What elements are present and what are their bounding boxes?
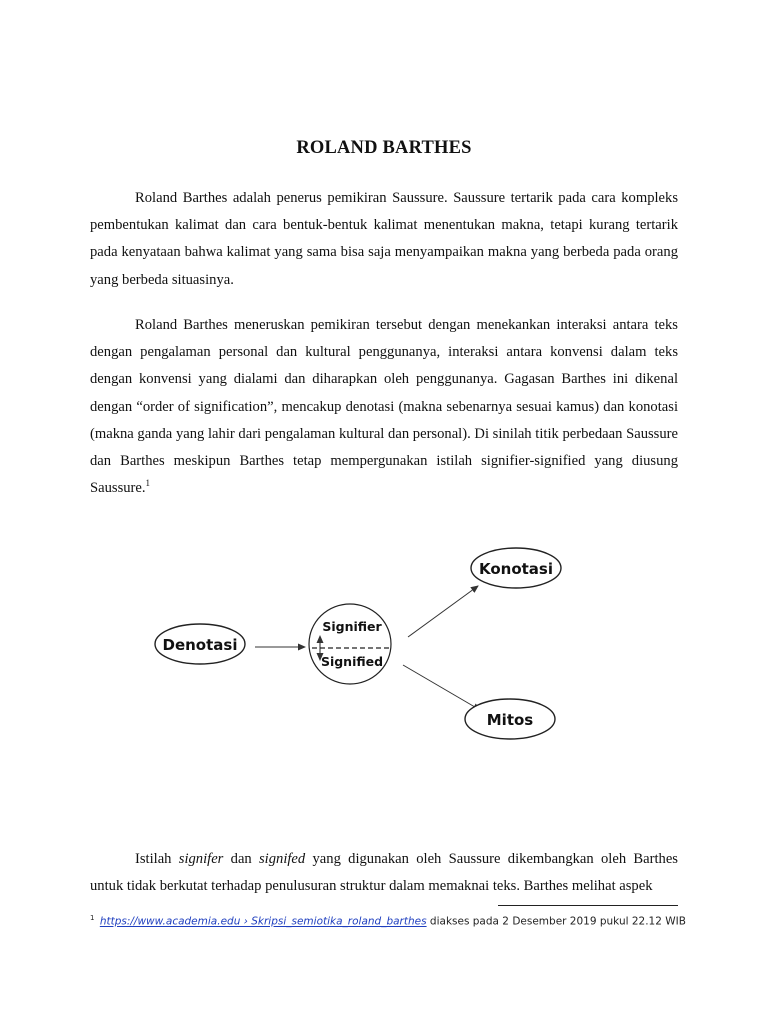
denotasi-node — [155, 624, 245, 664]
arrow-to-konotasi — [408, 586, 478, 637]
term-signifer: signifer — [178, 851, 224, 867]
paragraph-2-text: Roland Barthes meneruskan pemikiran tersebut dengan menekankan interaksi antara teks dengan pengalaman personal dan kultural penggunanya, interaksi antara konvensi dalam teks dengan konvensi yang dialami dan diharapkan oleh penggunanya. Gagasan Barthes ini dikenal dengan “order of signification”, mencakup denotasi (makna sebenarnya sesuai kamus) dan konotasi (makna ganda yang lahir dari pengalaman kultural dan personal). Di sinilah titik perbedaan Saussure dan Barthes meskipun Barthes tetap mempergunakan istilah signifier-signified yang diusung Saussure. — [90, 317, 678, 497]
signifier-signified-node — [309, 604, 391, 684]
footnote-text: diakses pada 2 Desember 2019 pukul 22.12 WIB — [426, 915, 686, 928]
signified-label: Signified — [320, 654, 384, 669]
paragraph-3 — [90, 846, 678, 900]
footnote-divider — [498, 905, 678, 906]
footnote-number: 1 — [90, 914, 95, 922]
signifier-label: Signifier — [322, 619, 382, 634]
paragraph-3-part3: yang digunakan oleh Saussure dikembangkan oleh Barthes untuk tidak berkutat terhadap penulusuran struktur dalam memaknai teks. Barthes melihat aspek — [90, 851, 678, 895]
konotasi-label: Konotasi — [478, 560, 554, 578]
denotasi-label: Denotasi — [162, 636, 238, 654]
mitos-node — [465, 699, 555, 739]
footnote-link[interactable]: https://www.academia.edu › Skripsi_semiotika_roland_barthes — [99, 915, 427, 928]
footnote-reference[interactable]: 1 — [145, 478, 151, 489]
paragraph-2 — [90, 312, 678, 502]
paragraph-1 — [90, 185, 678, 294]
footnote — [90, 914, 690, 928]
arrow-to-mitos — [403, 665, 480, 710]
konotasi-node — [471, 548, 561, 588]
signification-diagram — [0, 520, 768, 760]
paragraph-3-part1: Istilah — [135, 851, 179, 867]
paragraph-3-part2: dan — [223, 851, 259, 867]
mitos-label: Mitos — [486, 711, 534, 729]
page-title: ROLAND BARTHES — [296, 138, 472, 158]
term-signifed: signifed — [259, 851, 306, 867]
paragraph-1-text: Roland Barthes adalah penerus pemikiran Saussure. Saussure tertarik pada cara kompleks pembentukan kalimat dan cara bentuk-bentuk kalimat menentukan makna, tetapi kurang tertarik pada kenyataan bahwa kalimat yang sama bisa saja menyampaikan makna yang berbeda pada orang yang berbeda situasinya. — [90, 190, 678, 288]
